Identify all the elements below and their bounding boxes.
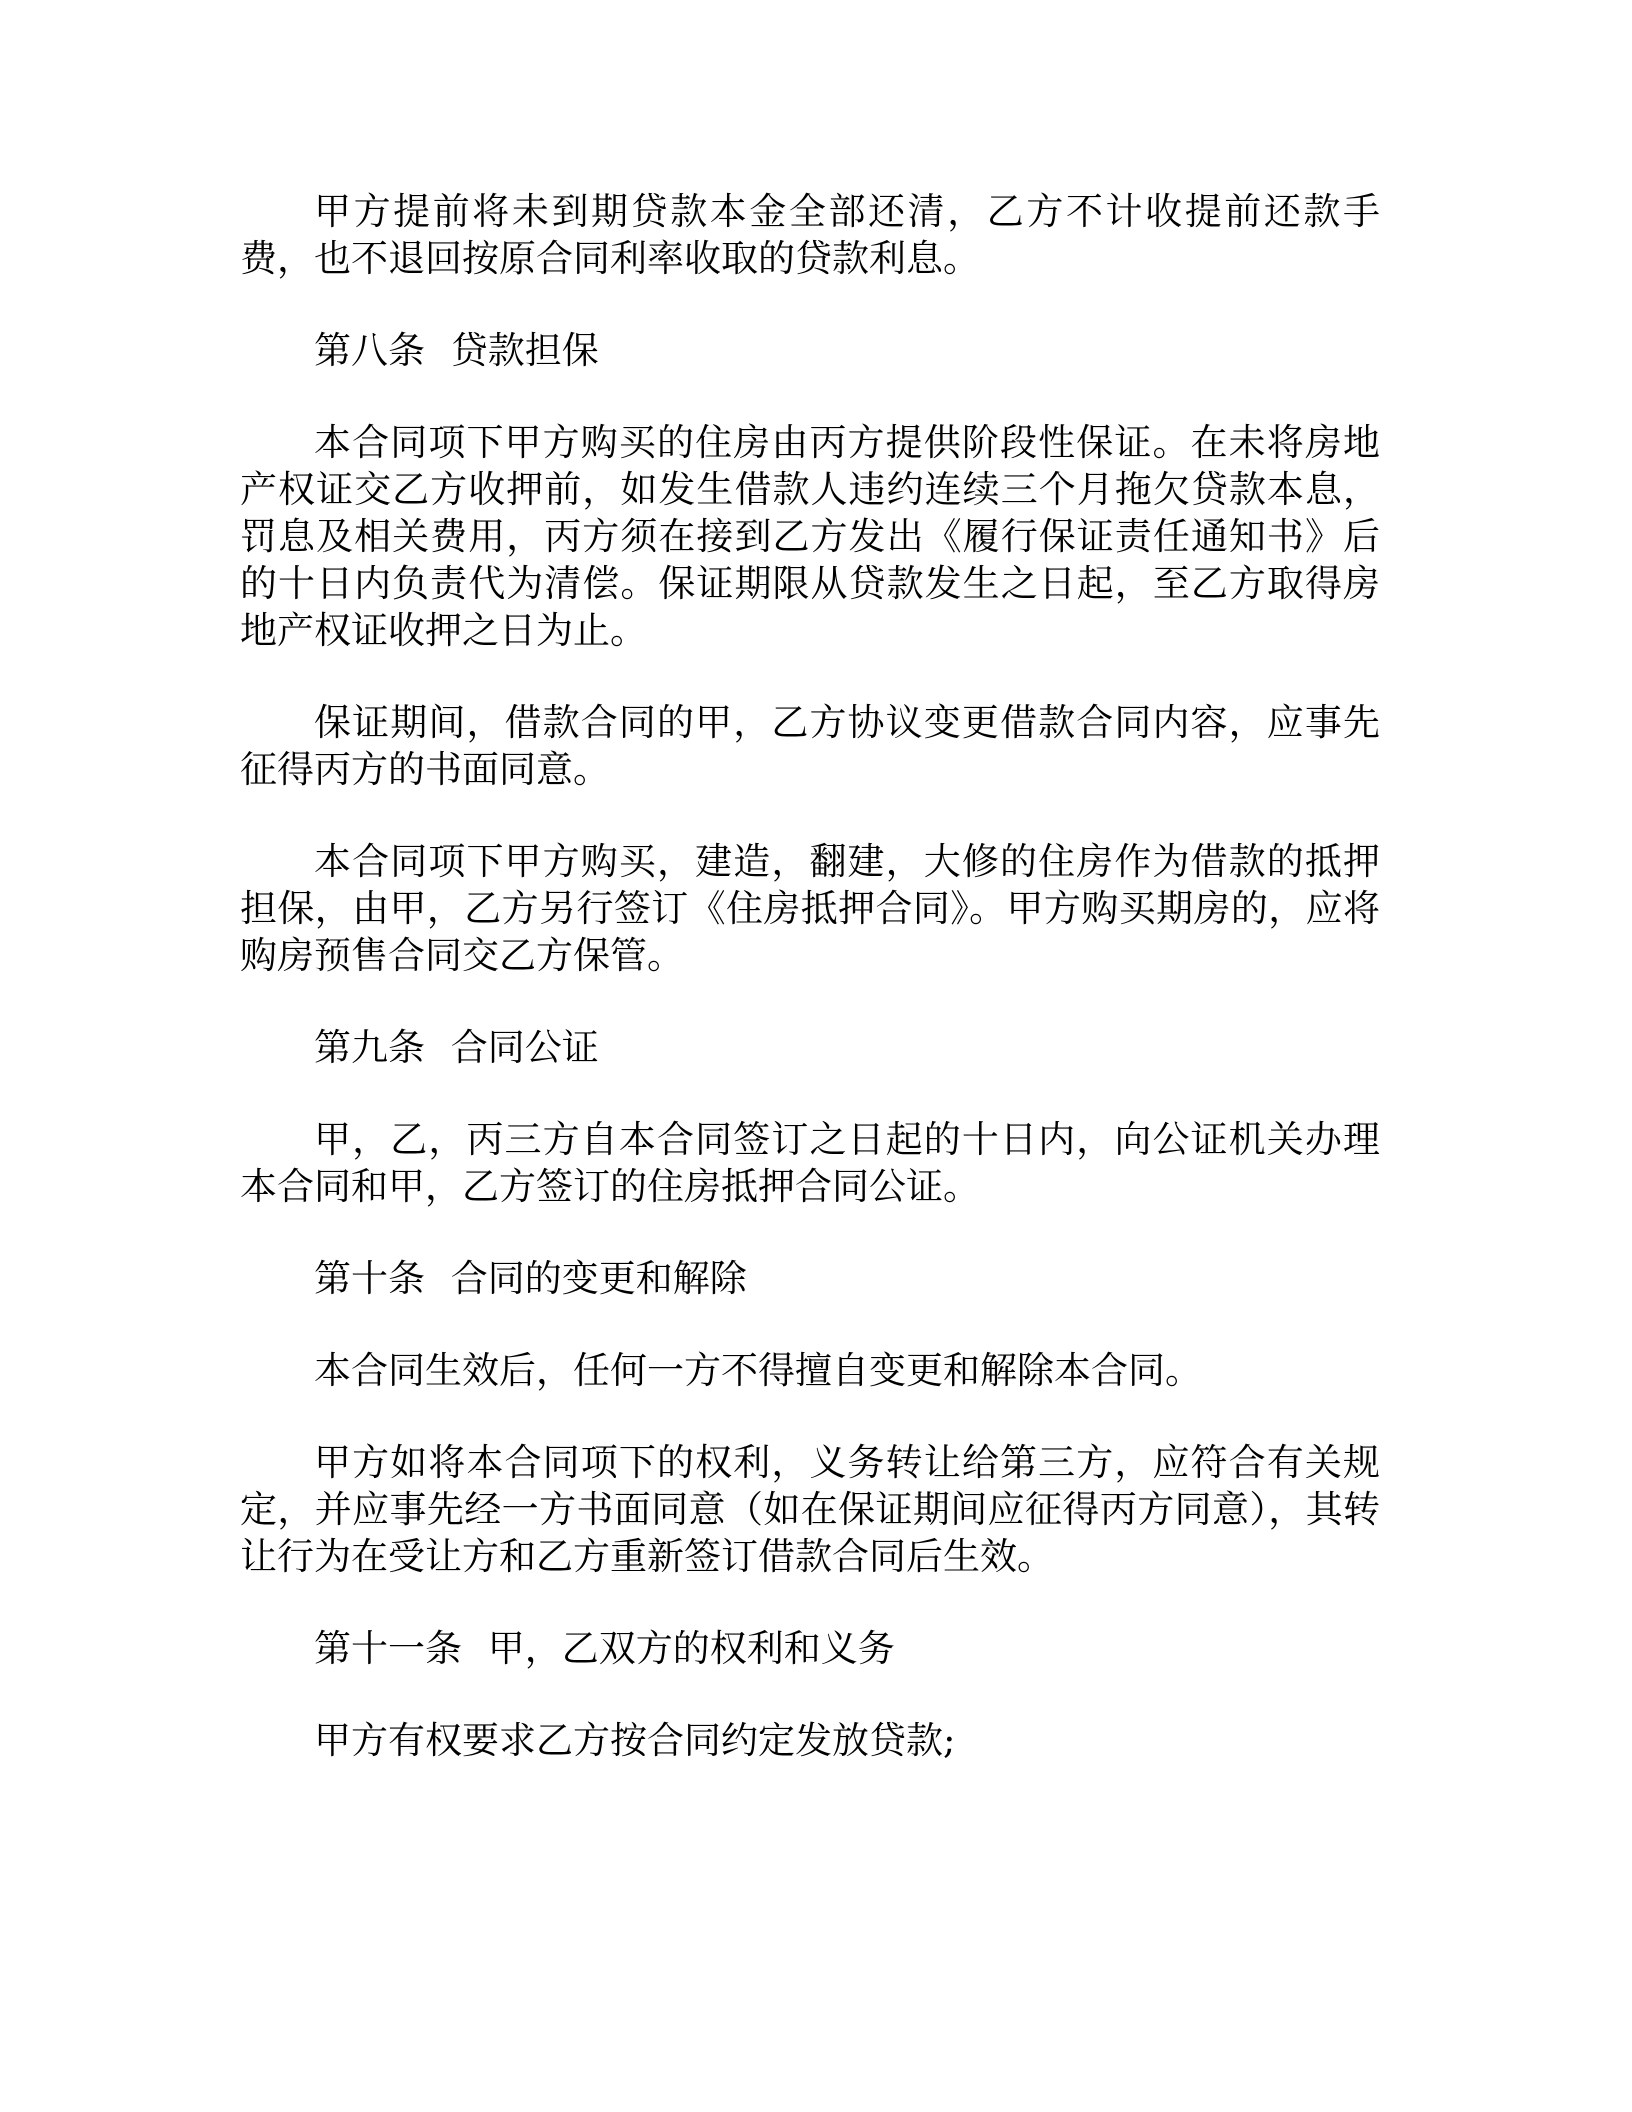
document-page (240, 188, 1380, 1809)
paragraph-prepayment: 甲方提前将未到期贷款本金全部还清，乙方不计收提前还款手费，也不退回按原合同利率收取的贷款利息。 (240, 190, 1380, 280)
heading-article-11: 第十一条 甲，乙双方的权利和义务 (314, 1627, 895, 1670)
heading-article-10: 第十条 合同的变更和解除 (314, 1257, 747, 1300)
heading-article-9: 第九条 合同公证 (314, 1026, 599, 1069)
heading-article-8: 第八条 贷款担保 (314, 329, 599, 372)
paragraph-mortgage: 本合同项下甲方购买，建造，翻建，大修的住房作为借款的抵押担保，由甲，乙方另行签订《住房抵押合同》。甲方购买期房的，应将购房预售合同交乙方保管。 (240, 840, 1380, 977)
paragraph-party-a-rights: 甲方有权要求乙方按合同约定发放贷款; (314, 1719, 956, 1762)
paragraph-guarantee-period: 保证期间，借款合同的甲，乙方协议变更借款合同内容，应事先征得丙方的书面同意。 (240, 701, 1380, 791)
paragraph-notarization: 甲，乙，丙三方自本合同签订之日起的十日内，向公证机关办理本合同和甲，乙方签订的住房抵押合同公证。 (240, 1118, 1380, 1208)
paragraph-guarantee: 本合同项下甲方购买的住房由丙方提供阶段性保证。在未将房地产权证交乙方收押前，如发生借款人违约连续三个月拖欠贷款本息，罚息及相关费用，丙方须在接到乙方发出《履行保证责任通知书》后的十日内负责代为清偿。保证期限从贷款发生之日起，至乙方取得房地产权证收押之日为止。 (240, 421, 1380, 652)
paragraph-transfer: 甲方如将本合同项下的权利，义务转让给第三方，应符合有关规定，并应事先经一方书面同意（如在保证期间应征得丙方同意），其转让行为在受让方和乙方重新签订借款合同后生效。 (240, 1441, 1380, 1578)
paragraph-no-unilateral-change: 本合同生效后，任何一方不得擅自变更和解除本合同。 (314, 1349, 1202, 1392)
